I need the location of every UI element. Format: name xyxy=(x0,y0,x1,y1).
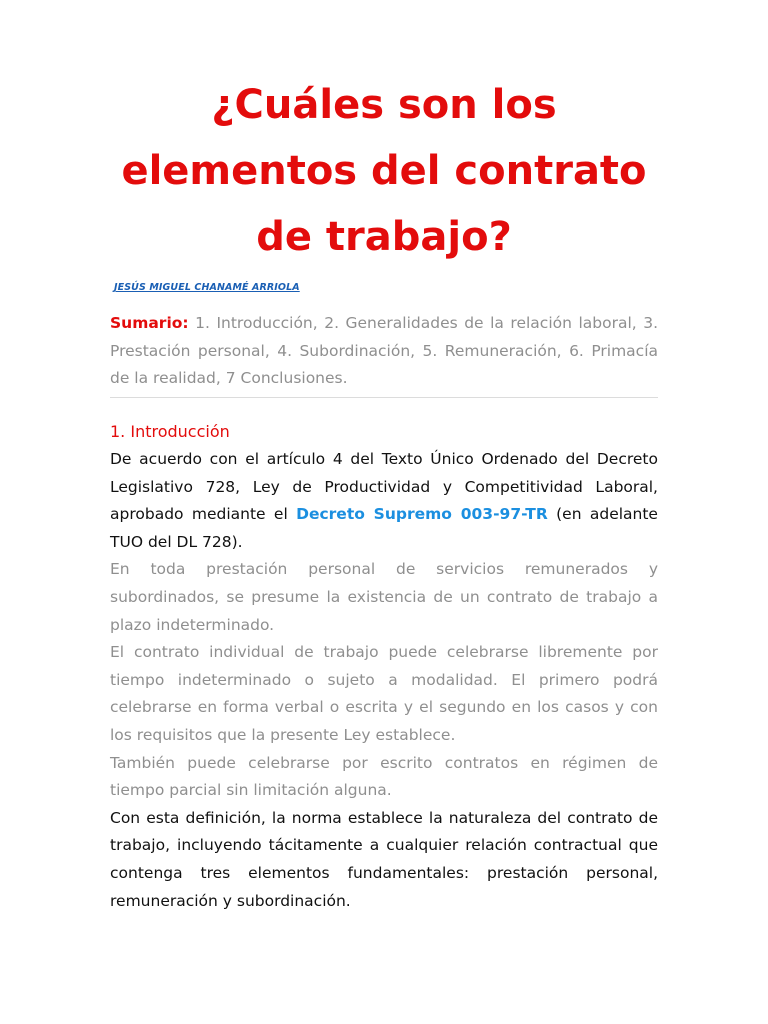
author-link[interactable]: JESÚS MIGUEL CHANAMÉ ARRIOLA xyxy=(114,282,300,293)
section-heading-introduccion: 1. Introducción xyxy=(110,422,230,441)
summary-label: Sumario: xyxy=(110,314,189,332)
summary-text: 1. Introducción, 2. Generalidades de la relación laboral, 3. Prestación personal, 4. Subordinación, 5. Remuneración, 6. Primacía de la realidad, 7 Conclusiones. xyxy=(110,314,658,388)
intro-text-after-link: (en adelante TUO del DL 728). xyxy=(110,505,658,551)
article-body xyxy=(110,446,658,915)
intro-text-before-link: De acuerdo con el artículo 4 del Texto Único Ordenado del Decreto Legislativo 728, Ley de Productividad y Competitividad Laboral, aprobado mediante el xyxy=(110,450,658,524)
summary-paragraph xyxy=(110,310,658,393)
conclusion-paragraph: Con esta definición, la norma establece la naturaleza del contrato de trabajo, incluyendo tácitamente a cualquier relación contractual que contenga tres elementos fundamentales: prestación personal, remuneración y subordinación. xyxy=(110,808,658,910)
section-divider xyxy=(110,397,658,398)
quote-paragraph-2: El contrato individual de trabajo puede celebrarse libremente por tiempo indeterminado o sujeto a modalidad. El primero podrá celebrarse en forma verbal o escrita y el segundo en los casos y con los requisitos que la presente Ley establece. xyxy=(110,643,658,744)
quote-paragraph-3: También puede celebrarse por escrito contratos en régimen de tiempo parcial sin limitación alguna. xyxy=(110,753,658,800)
intro-paragraph xyxy=(110,446,658,556)
quote-paragraph-1: En toda prestación personal de servicios remunerados y subordinados, se presume la existencia de un contrato de trabajo a plazo indeterminado. xyxy=(110,560,658,634)
article-title: ¿Cuáles son los elementos del contrato de trabajo? xyxy=(121,82,647,260)
decreto-supremo-link[interactable]: Decreto Supremo 003-97-TR xyxy=(296,505,548,524)
